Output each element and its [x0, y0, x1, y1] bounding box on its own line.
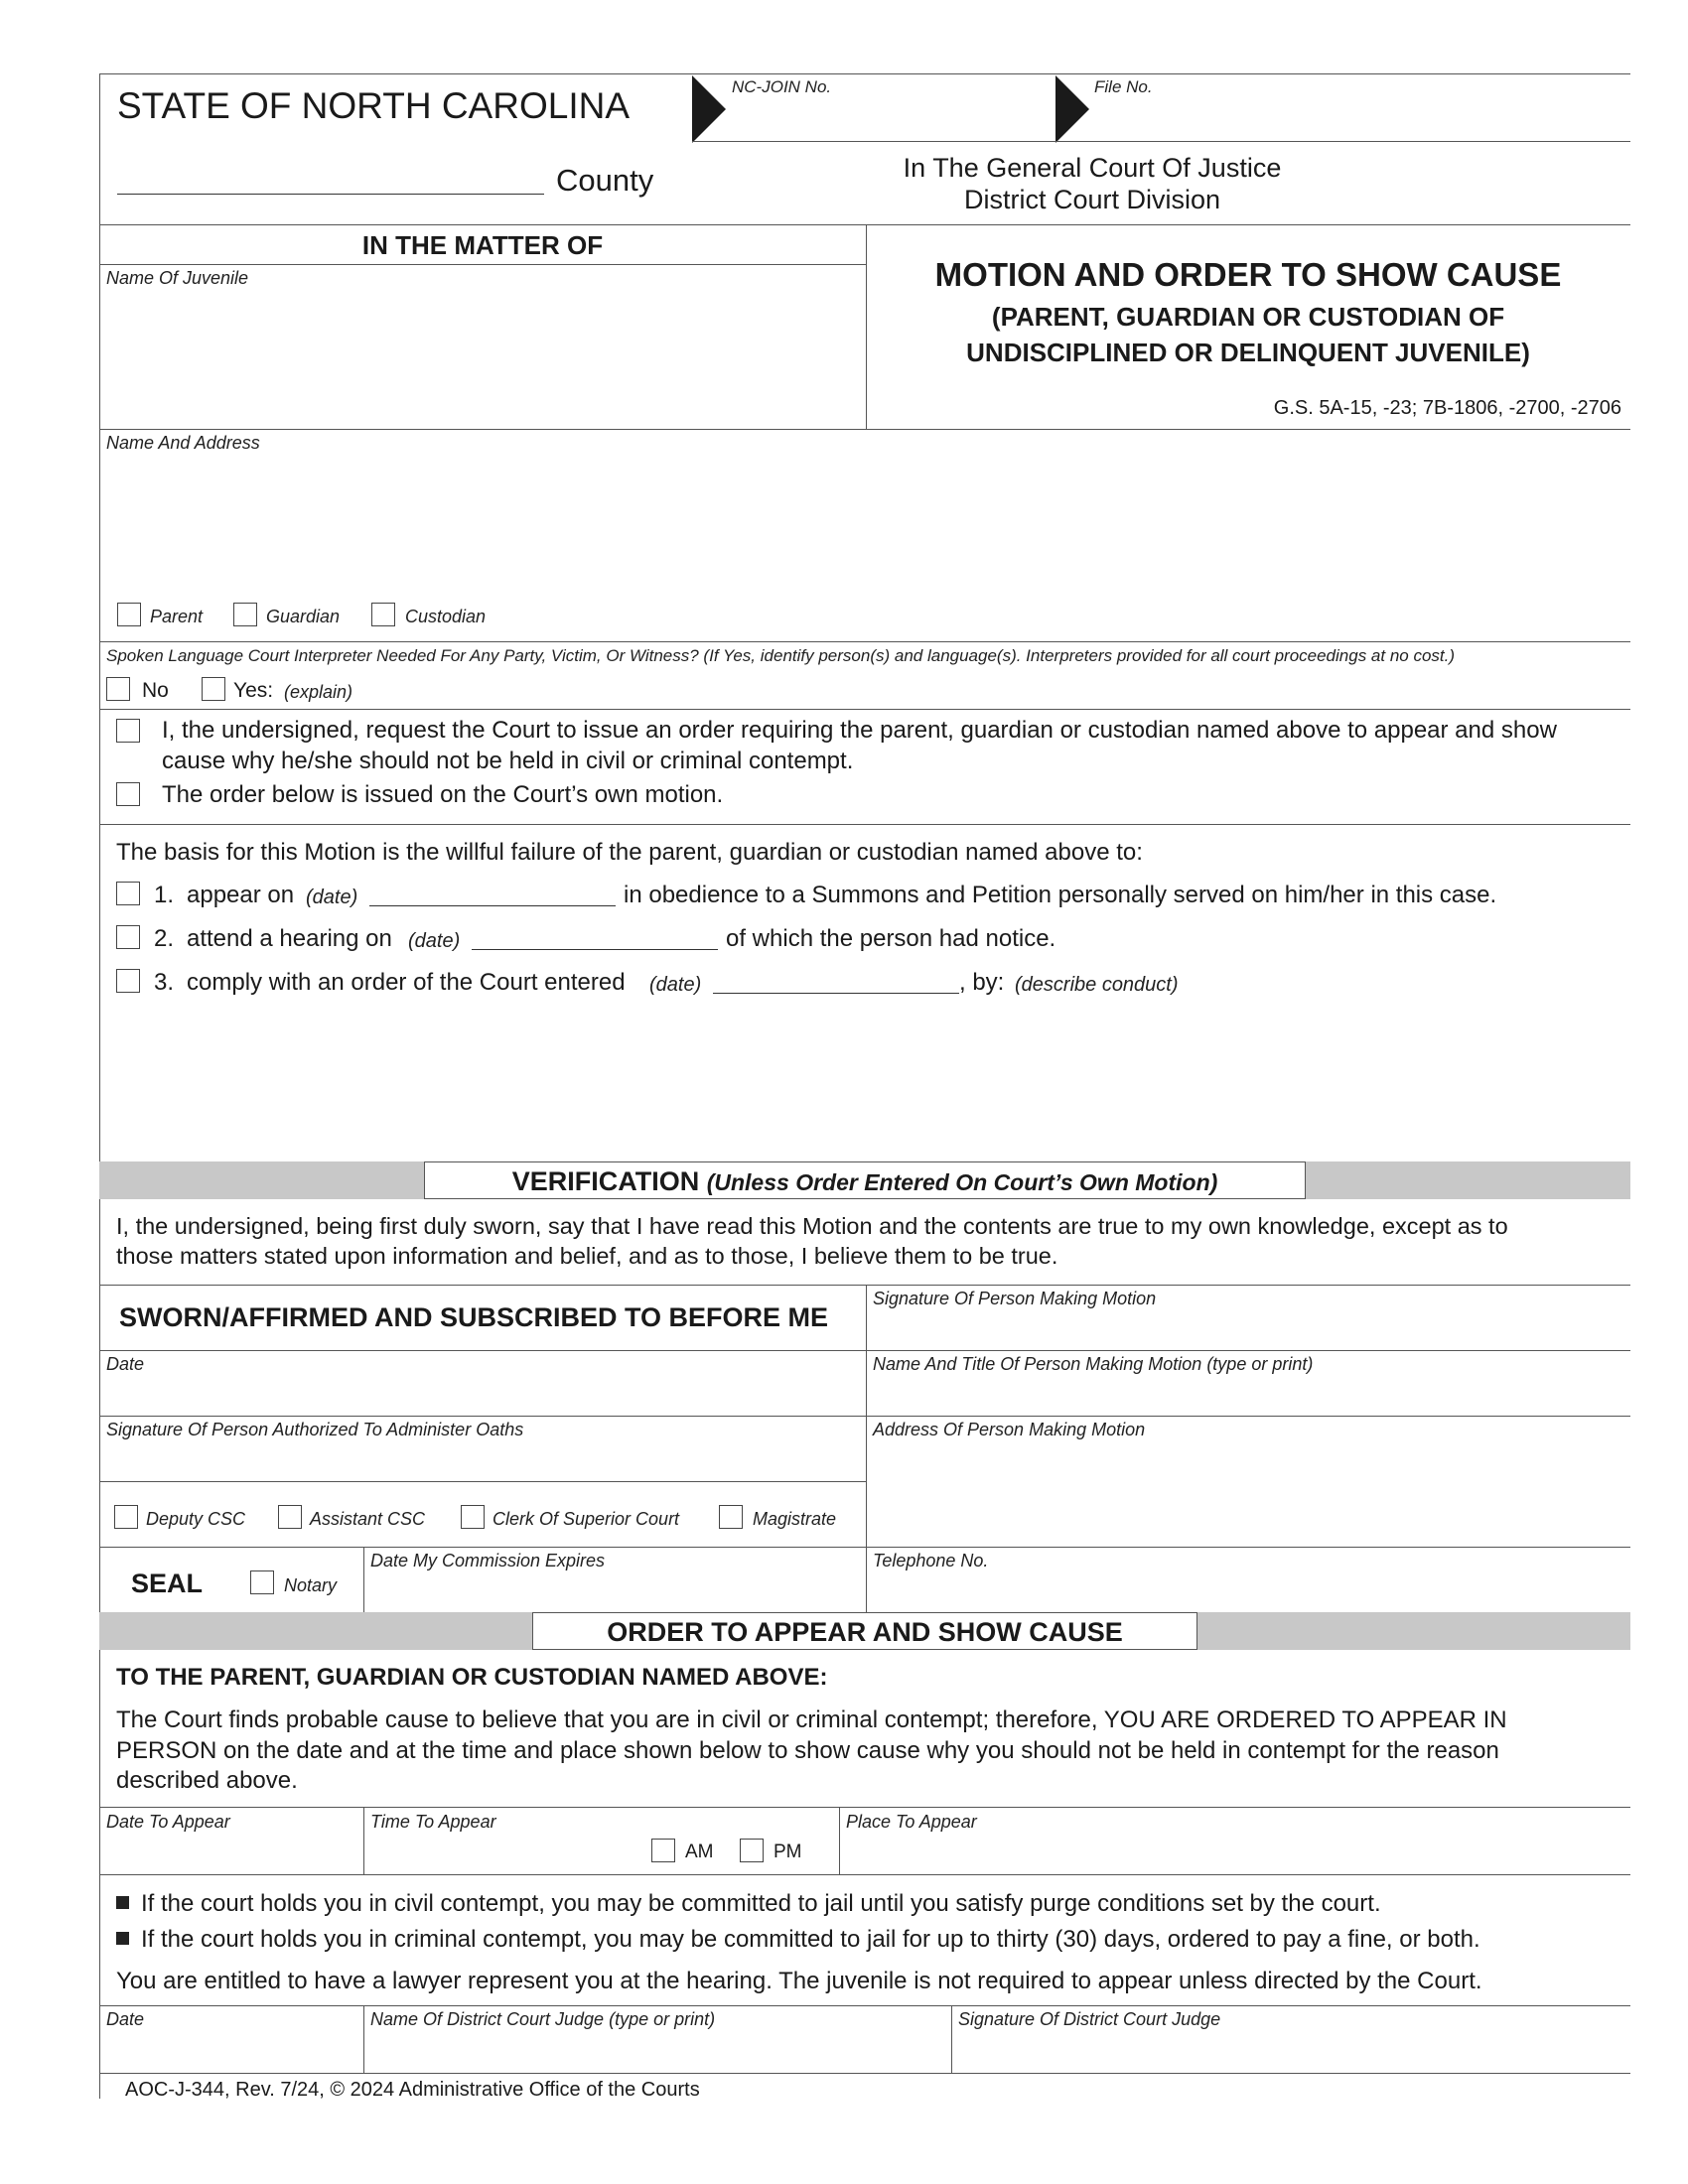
file-label: File No. [1094, 77, 1153, 96]
bullet-criminal: If the court holds you in criminal contempt, you may be committed to jail for up to thirty (30) days, ordered to pay a fine, or both. [116, 1926, 1480, 1954]
basis-item-2-text-2: of which the person had notice. [726, 925, 1056, 952]
form-title: MOTION AND ORDER TO SHOW CAUSE [934, 256, 1562, 293]
name-title-field[interactable] [873, 1376, 1618, 1414]
statutes: G.S. 5A-15, -23; 7B-1806, -2700, -2706 [1273, 397, 1621, 419]
address-field[interactable] [873, 1441, 1618, 1541]
basis-item-2-text: attend a hearing on [187, 925, 392, 952]
basis-item-2-date-label: (date) [408, 930, 461, 952]
request-line-1: I, the undersigned, request the Court to issue an order requiring the parent, guardian or custodian named above to appear and show [162, 717, 1557, 744]
judge-name-field[interactable] [370, 2031, 941, 2069]
authorized-signature-field[interactable] [106, 1441, 856, 1477]
assistant-csc-checkbox[interactable] [278, 1505, 302, 1529]
court-line-1: In The General Court Of Justice [903, 153, 1282, 183]
request-line-2: cause why he/she should not be held in civil or criminal contempt. [162, 748, 854, 774]
ncjoin-arrow-icon [692, 75, 726, 143]
basis-item-2-date-field[interactable] [472, 949, 718, 950]
deputy-csc-checkbox[interactable] [114, 1505, 138, 1529]
file-field[interactable] [1094, 97, 1620, 139]
am-checkbox[interactable] [651, 1839, 675, 1862]
signature-person-label: Signature Of Person Making Motion [873, 1289, 1157, 1308]
basis-item-1-date-label: (date) [306, 887, 358, 908]
verification-text-1: I, the undersigned, being first duly sworn, say that I have read this Motion and the contents are true to my own knowledge, except as to [116, 1213, 1508, 1239]
own-motion-checkbox[interactable] [116, 782, 140, 806]
bullet-civil: If the court holds you in civil contempt, you may be committed to jail until you satisfy purge conditions set by the court. [116, 1890, 1381, 1918]
order-to: TO THE PARENT, GUARDIAN OR CUSTODIAN NAMED ABOVE: [116, 1664, 828, 1691]
basis-item-1-text-2: in obedience to a Summons and Petition personally served on him/her in this case. [624, 882, 1497, 908]
clerk-superior-court-label: Clerk Of Superior Court [492, 1509, 680, 1529]
pm-label: PM [774, 1842, 802, 1862]
interpreter-question: Spoken Language Court Interpreter Needed For Any Party, Victim, Or Witness? (If Yes, identify person(s) and language(s). Interpreters provided for all court proceedings at no cost.) [106, 646, 1456, 665]
lawyer-notice: You are entitled to have a lawyer represent you at the hearing. The juvenile is not required to appear unless directed by the Court. [116, 1968, 1482, 1994]
basis-item-3-text: comply with an order of the Court entered [187, 969, 626, 996]
telephone-field[interactable] [873, 1572, 1618, 1608]
place-to-appear-field[interactable] [846, 1835, 1620, 1870]
interpreter-yes-checkbox[interactable] [202, 677, 225, 701]
guardian-label: Guardian [266, 607, 341, 626]
ncjoin-field[interactable] [732, 97, 1050, 139]
clerk-superior-court-checkbox[interactable] [461, 1505, 485, 1529]
interpreter-explain-label: (explain) [284, 682, 353, 702]
judge-name-label: Name Of District Court Judge (type or print) [370, 2009, 716, 2029]
sworn-date-field[interactable] [106, 1376, 856, 1414]
assistant-csc-label: Assistant CSC [310, 1509, 426, 1529]
basis-item-1-number: 1. [154, 882, 175, 908]
am-label: AM [685, 1842, 714, 1862]
verification-text-2: those matters stated upon information and belief, and as to those, I believe them to be true. [116, 1243, 1058, 1269]
form-subtitle-2: UNDISCIPLINED OR DELINQUENT JUVENILE) [966, 338, 1530, 367]
time-to-appear-label: Time To Appear [370, 1812, 496, 1832]
state-title: STATE OF NORTH CAROLINA [117, 85, 630, 126]
notary-checkbox[interactable] [250, 1570, 274, 1594]
time-to-appear-field[interactable] [370, 1835, 648, 1870]
order-text-1: The Court finds probable cause to believe that you are in civil or criminal contempt; therefore, YOU ARE ORDERED TO APPEAR IN [116, 1706, 1507, 1733]
ncjoin-label: NC-JOIN No. [732, 77, 832, 96]
commission-expires-label: Date My Commission Expires [370, 1551, 606, 1570]
judge-signature-field[interactable] [958, 2031, 1618, 2069]
date-to-appear-label: Date To Appear [106, 1812, 230, 1832]
deputy-csc-label: Deputy CSC [146, 1509, 246, 1529]
magistrate-checkbox[interactable] [719, 1505, 743, 1529]
seal-label: SEAL [131, 1569, 204, 1598]
sworn-heading: SWORN/AFFIRMED AND SUBSCRIBED TO BEFORE ME [119, 1302, 829, 1332]
guardian-checkbox[interactable] [233, 603, 257, 626]
matter-heading: IN THE MATTER OF [361, 230, 604, 260]
conduct-description-field[interactable] [187, 1005, 1617, 1154]
basis-item-3-number: 3. [154, 969, 175, 996]
bullet-icon [116, 1932, 129, 1945]
judge-signature-label: Signature Of District Court Judge [958, 2009, 1221, 2029]
county-label: County [556, 163, 654, 198]
date-to-appear-field[interactable] [106, 1835, 354, 1870]
authorized-signature-label: Signature Of Person Authorized To Administer Oaths [106, 1420, 524, 1439]
parent-label: Parent [150, 607, 204, 626]
basis-item-2-checkbox[interactable] [116, 925, 140, 949]
court-line-2: District Court Division [963, 185, 1221, 214]
name-address-field[interactable] [106, 457, 1616, 596]
juvenile-name-label: Name Of Juvenile [106, 268, 249, 288]
address-label: Address Of Person Making Motion [873, 1420, 1146, 1439]
signature-person-field[interactable] [873, 1310, 1618, 1348]
basis-intro: The basis for this Motion is the willful failure of the parent, guardian or custodian named above to: [116, 839, 1143, 866]
basis-item-3-date-field[interactable] [713, 993, 959, 994]
order-text-2: PERSON on the date and at the time and place shown below to show cause why you should not be held in contempt for the reason [116, 1737, 1499, 1764]
basis-item-3-describe-label: (describe conduct) [1015, 974, 1179, 996]
custodian-label: Custodian [405, 607, 487, 626]
parent-checkbox[interactable] [117, 603, 141, 626]
interpreter-no-label: No [142, 679, 169, 702]
sworn-date-label: Date [106, 1354, 145, 1374]
basis-item-1-text: appear on [187, 882, 295, 908]
interpreter-no-checkbox[interactable] [106, 677, 130, 701]
bullet-icon [116, 1896, 129, 1909]
pm-checkbox[interactable] [740, 1839, 764, 1862]
name-address-label: Name And Address [106, 433, 260, 453]
order-date-label: Date [106, 2009, 145, 2029]
request-checkbox[interactable] [116, 719, 140, 743]
order-title: ORDER TO APPEAR AND SHOW CAUSE [532, 1612, 1197, 1650]
own-motion-text: The order below is issued on the Court’s own motion. [162, 781, 724, 808]
interpreter-yes-label: Yes: [233, 679, 274, 702]
commission-expires-field[interactable] [370, 1572, 857, 1608]
basis-item-1-checkbox[interactable] [116, 882, 140, 905]
place-to-appear-label: Place To Appear [846, 1812, 977, 1832]
basis-item-1-date-field[interactable] [369, 905, 616, 906]
juvenile-name-field[interactable] [106, 292, 856, 421]
name-title-label: Name And Title Of Person Making Motion (type or print) [873, 1354, 1314, 1374]
basis-item-3-date-label: (date) [649, 974, 702, 996]
magistrate-label: Magistrate [753, 1509, 837, 1529]
form-subtitle-1: (PARENT, GUARDIAN OR CUSTODIAN OF [991, 302, 1505, 332]
custodian-checkbox[interactable] [371, 603, 395, 626]
notary-label: Notary [284, 1575, 338, 1595]
file-arrow-icon [1055, 75, 1089, 143]
order-text-3: described above. [116, 1767, 298, 1794]
basis-item-2-number: 2. [154, 925, 175, 952]
footer-text: AOC-J-344, Rev. 7/24, © 2024 Administrative Office of the Courts [125, 2079, 700, 2101]
basis-item-3-text-2: , by: [959, 969, 1005, 996]
telephone-label: Telephone No. [873, 1551, 989, 1570]
verification-title: VERIFICATION (Unless Order Entered On Court’s Own Motion) [424, 1161, 1306, 1199]
order-date-field[interactable] [106, 2031, 354, 2069]
basis-item-3-checkbox[interactable] [116, 969, 140, 993]
